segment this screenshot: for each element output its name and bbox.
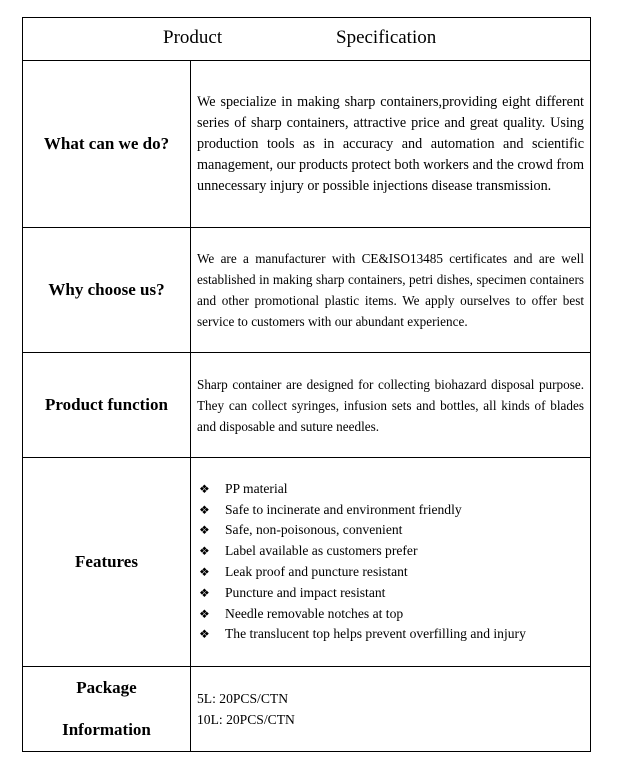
package-line-5l: 5L: 20PCS/CTN xyxy=(197,691,289,706)
diamond-bullet-icon: ❖ xyxy=(199,481,210,496)
label-product-function: Product function xyxy=(23,353,191,458)
feature-item xyxy=(199,583,590,604)
row-what-can-we-do xyxy=(23,61,591,228)
row-why-choose-us xyxy=(23,228,591,353)
diamond-bullet-icon: ❖ xyxy=(199,544,210,559)
package-line-10l: 10L: 20PCS/CTN xyxy=(197,712,295,727)
text-product-function: Sharp container are designed for collecting biohazard disposal purpose. They can collect syringes, infusion sets and bottles, all kinds of blades and disposable and suture needles. xyxy=(191,353,591,458)
feature-text: Puncture and impact resistant xyxy=(225,584,386,600)
features-list xyxy=(191,479,590,645)
features-cell xyxy=(191,458,591,667)
label-package: Package xyxy=(76,678,137,697)
header-specification: Specification xyxy=(336,27,437,48)
text-what-can-we-do: We specialize in making sharp containers,providing eight different series of sharp containers, attractive price and great quality. Using production tools as in accuracy and automation and scientific management, our products protect both workers and the crowd from unnecessary injury or possible injections disease transmission. xyxy=(191,61,591,228)
diamond-bullet-icon: ❖ xyxy=(199,523,210,538)
header-product: Product xyxy=(163,27,223,48)
feature-item xyxy=(199,604,590,625)
feature-item xyxy=(199,624,590,645)
row-features xyxy=(23,458,591,667)
diamond-bullet-icon: ❖ xyxy=(199,606,210,621)
label-what-can-we-do: What can we do? xyxy=(23,61,191,228)
specification-table xyxy=(22,17,591,752)
label-features: Features xyxy=(23,458,191,667)
feature-item xyxy=(199,500,590,521)
feature-item xyxy=(199,562,590,583)
feature-text: Needle removable notches at top xyxy=(225,605,404,621)
label-package-information xyxy=(23,667,191,752)
feature-item xyxy=(199,541,590,562)
feature-item xyxy=(199,520,590,541)
feature-text: Safe to incinerate and environment friendly xyxy=(225,501,462,517)
label-information: Information xyxy=(62,720,151,739)
header-row xyxy=(23,18,591,61)
feature-text: Safe, non-poisonous, convenient xyxy=(225,522,403,538)
label-why-choose-us: Why choose us? xyxy=(23,228,191,353)
feature-item xyxy=(199,479,590,500)
feature-text: The translucent top helps prevent overfilling and injury xyxy=(225,626,526,642)
feature-text: PP material xyxy=(225,480,288,496)
diamond-bullet-icon: ❖ xyxy=(199,565,210,579)
text-why-choose-us: We are a manufacturer with CE&ISO13485 certificates and are well established in making sharp containers, petri dishes, specimen containers and other promotional plastic items. We apply ourselves to offer best service to customers with our abundant experience. xyxy=(191,228,591,353)
header-cell xyxy=(23,18,591,61)
diamond-bullet-icon: ❖ xyxy=(199,585,210,600)
row-product-function xyxy=(23,353,591,458)
diamond-bullet-icon: ❖ xyxy=(199,502,210,517)
package-details xyxy=(191,667,591,752)
row-package-information xyxy=(23,667,591,752)
feature-text: Leak proof and puncture resistant xyxy=(225,564,408,579)
diamond-bullet-icon: ❖ xyxy=(199,627,210,642)
feature-text: Label available as customers prefer xyxy=(225,543,418,559)
